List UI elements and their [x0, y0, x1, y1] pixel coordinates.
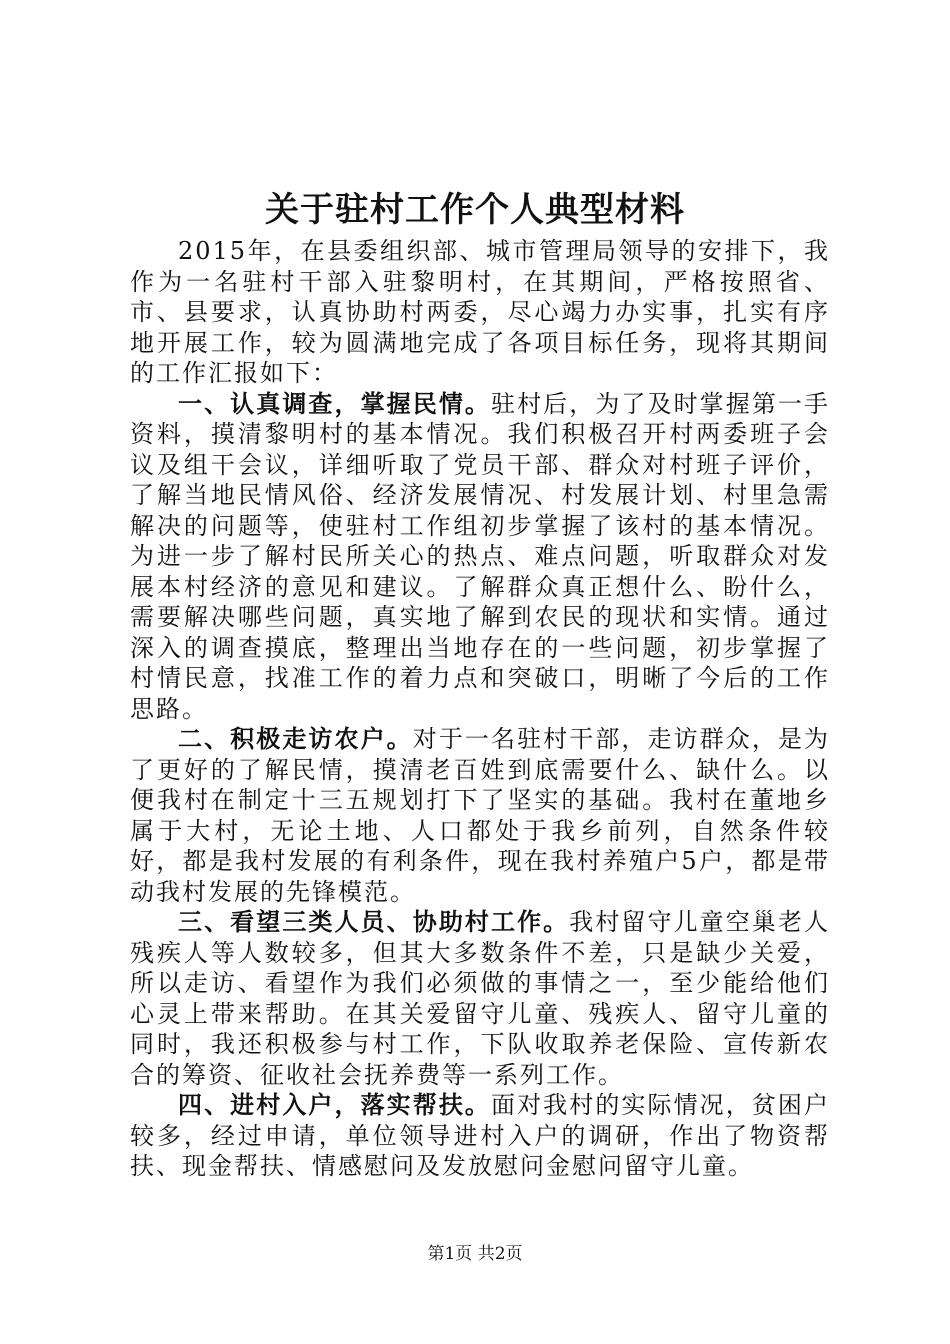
paragraph-text: 2015年，在县委组织部、城市管理局领导的安排下，我作为一名驻村干部入驻黎明村，在其期间，严格按照省、市、县要求，认真协助村两委，尽心竭力办实事，扎实有序地开展工作，较为圆满地完成了各项目标任务，现将其期间的工作汇报如下： [130, 237, 830, 387]
paragraph-text: 驻村后，为了及时掌握第一手资料，摸清黎明村的基本情况。我们积极召开村两委班子会议及组干会议，详细听取了党员干部、群众对村班子评价，了解当地民情风俗、经济发展情况、村发展计划、村里急需解决的问题等，使驻村工作组初步掌握了该村的基本情况。为进一步了解村民所关心的热点、难点问题，听取群众对发展本村经济的意见和建议。了解群众真正想什么、盼什么，需要解决哪些问题，真实地了解到农民的现状和实情。通过深入的调查摸底，整理出当地存在的一些问题，初步掌握了村情民意，找准工作的着力点和突破口，明晰了今后的工作思路。 [130, 389, 830, 723]
section-heading: 四、进村入户，落实帮扶。 [178, 1090, 491, 1119]
section-heading: 三、看望三类人员、协助村工作。 [178, 907, 570, 936]
section-heading: 一、认真调查，掌握民情。 [178, 388, 491, 418]
page-number-footer: 第1页 共2页 [427, 1244, 523, 1264]
paragraph-text: 我村留守儿童空巢老人残疾人等人数较多，但其大多数条件不差，只是缺少关爱，所以走访、看望作为我们必须做的事情之一，至少能给他们心灵上带来帮助。在其关爱留守儿童、残疾人、留守儿童的同时，我还积极参与村工作，下队收取养老保险、宣传新农合的筹资、征收社会抚养费等一系列工作。 [130, 908, 830, 1089]
section-2-paragraph [130, 724, 830, 907]
section-3-paragraph [130, 907, 830, 1090]
document-body [130, 236, 830, 1182]
paragraph-text: 面对我村的实际情况，贫困户较多，经过申请，单位领导进村入户的调研，作出了物资帮扶、现金帮扶、情感慰问及发放慰问金慰问留守儿童。 [130, 1091, 830, 1180]
document-title: 关于驻村工作个人典型材料 [265, 190, 685, 230]
section-1-paragraph [130, 389, 830, 725]
section-4-paragraph [130, 1090, 830, 1182]
paragraph-text: 对于一名驻村干部，走访群众，是为了更好的了解民情，摸清老百姓到底需要什么、缺什么。以便我村在制定十三五规划打下了坚实的基础。我村在董地乡属于大村，无论土地、人口都处于我乡前列，自然条件较好，都是我村发展的有利条件，现在我村养殖户5户，都是带动我村发展的先锋模范。 [130, 725, 830, 906]
section-heading: 二、积极走访农户。 [178, 724, 413, 753]
intro-paragraph [130, 236, 830, 389]
